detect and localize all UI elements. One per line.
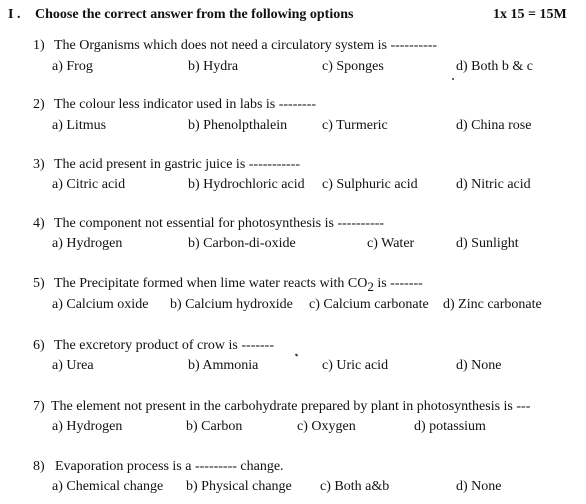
option-c[interactable]: c) Water (367, 236, 415, 251)
question-text (54, 276, 423, 295)
option-c[interactable]: c) Uric acid (322, 358, 389, 373)
option-c[interactable]: c) Calcium carbonate (309, 297, 429, 312)
question-text: The acid present in gastric juice is ----------- (54, 157, 301, 172)
option-b[interactable]: b) Physical change (186, 479, 292, 494)
question-number: 5) (33, 276, 45, 291)
option-d[interactable]: d) None (456, 479, 502, 494)
option-b[interactable]: b) Ammonia (188, 358, 259, 373)
option-a[interactable]: a) Litmus (52, 118, 107, 133)
subscript: 2 (367, 278, 374, 294)
question-text-before: The Precipitate formed when lime water reacts with CO (54, 276, 368, 291)
option-c[interactable]: c) Sponges (322, 59, 384, 74)
stray-mark (452, 78, 454, 80)
option-a[interactable]: a) Citric acid (52, 177, 126, 192)
option-b[interactable]: b) Hydrochloric acid (188, 177, 305, 192)
question-text: The excretory product of crow is ------- (54, 338, 275, 353)
option-c[interactable]: c) Both a&b (320, 479, 390, 494)
question-text: The colour less indicator used in labs is -------- (54, 97, 317, 112)
option-d[interactable]: d) Nitric acid (456, 177, 531, 192)
section-instruction: Choose the correct answer from the following options (35, 7, 354, 22)
option-d[interactable]: d) Zinc carbonate (443, 297, 542, 312)
question-number: 1) (33, 38, 45, 53)
question-number: 8) (33, 459, 45, 474)
section-number: I . (8, 7, 21, 22)
option-c[interactable]: c) Sulphuric acid (322, 177, 418, 192)
option-a[interactable]: a) Chemical change (52, 479, 164, 494)
option-d[interactable]: d) Sunlight (456, 236, 519, 251)
question-text: The Organisms which does not need a circulatory system is ---------- (54, 38, 438, 53)
option-a[interactable]: a) Frog (52, 59, 93, 74)
option-a[interactable]: a) Calcium oxide (52, 297, 149, 312)
option-d[interactable]: d) potassium (414, 419, 486, 434)
question-text: Evaporation process is a --------- change. (55, 459, 284, 474)
stray-mark (295, 353, 299, 356)
question-number: 4) (33, 216, 45, 231)
question-number: 6) (33, 338, 45, 353)
question-text: The component not essential for photosynthesis is ---------- (54, 216, 385, 231)
option-b[interactable]: b) Hydra (188, 59, 239, 74)
question-number: 2) (33, 97, 45, 112)
option-d[interactable]: d) None (456, 358, 502, 373)
option-b[interactable]: b) Calcium hydroxide (170, 297, 293, 312)
option-b[interactable]: b) Phenolpthalein (188, 118, 288, 133)
question-number: 3) (33, 157, 45, 172)
question-text: The element not present in the carbohydrate prepared by plant in photosynthesis is --- (51, 399, 531, 414)
option-b[interactable]: b) Carbon-di-oxide (188, 236, 296, 251)
option-c[interactable]: c) Turmeric (322, 118, 388, 133)
option-a[interactable]: a) Urea (52, 358, 94, 373)
option-d[interactable]: d) China rose (456, 118, 532, 133)
option-c[interactable]: c) Oxygen (297, 419, 356, 434)
marks-label: 1x 15 = 15M (493, 7, 567, 22)
question-text-after: is ------- (373, 276, 423, 291)
option-a[interactable]: a) Hydrogen (52, 236, 123, 251)
option-a[interactable]: a) Hydrogen (52, 419, 123, 434)
option-d[interactable]: d) Both b & c (456, 59, 533, 74)
question-number: 7) (33, 399, 45, 414)
option-b[interactable]: b) Carbon (186, 419, 243, 434)
